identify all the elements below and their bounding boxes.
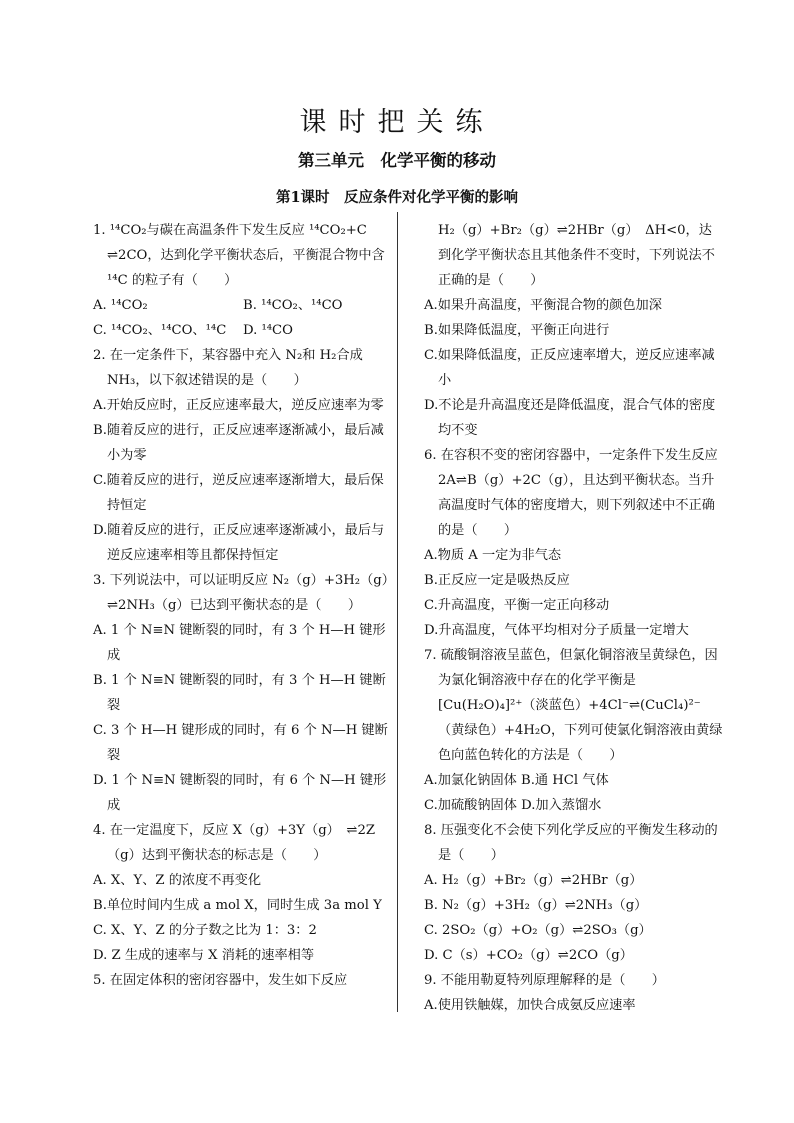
option-c: C.升高温度，平衡一定正向移动: [424, 598, 610, 613]
question-9: [424, 968, 724, 1018]
question-stem: 2. 在一定条件下，某容器中充入 N₂和 H₂合成 NH₃，以下叙述错误的是（ ）: [93, 348, 363, 388]
question-6: [424, 443, 724, 643]
option-row: [93, 293, 393, 318]
question-stem: 7. 硫酸铜溶液呈蓝色，但氯化铜溶液呈黄绿色，因为氯化铜溶液中存在的化学平衡是 [Cu(H₂O)₄]²⁺（淡蓝色）+4Cl⁻⇌(CuCl₄)²⁻（黄绿色）+4H₂O，下列可使氯化铜溶液由黄绿色向蓝色转化的方法是（ ）: [424, 648, 723, 763]
option-a: A. 1 个 N≡N 键断裂的同时，有 3 个 H—H 键形成: [93, 623, 386, 663]
question-stem: 5. 在固定体积的密闭容器中，发生如下反应: [93, 973, 348, 988]
question-8: [424, 818, 724, 968]
unit-heading: 第三单元 化学平衡的移动: [298, 151, 496, 170]
question-7: [424, 643, 724, 818]
option-b: B. N₂（g）+3H₂（g）⇌2NH₃（g）: [424, 898, 648, 913]
option-d: D. ¹⁴CO: [243, 323, 293, 338]
option-c: C. 3 个 H—H 键形成的同时，有 6 个 N—H 键断裂: [93, 723, 388, 763]
option-b: B. ¹⁴CO₂、¹⁴CO: [243, 298, 343, 313]
question-4: [93, 818, 393, 968]
option-b: B.正反应一定是吸热反应: [424, 573, 570, 588]
question-stem: 3. 下列说法中，可以证明反应 N₂（g）+3H₂（g）⇌2NH₃（g）已达到平衡状态的是（ ）: [93, 573, 389, 613]
option-c: C.如果降低温度，正反应速率增大，逆反应速率减小: [424, 348, 715, 388]
column-divider: [397, 212, 398, 1012]
option-d: D. Z 生成的速率与 X 消耗的速率相等: [93, 948, 315, 963]
option-a: A. H₂（g）+Br₂（g）⇌2HBr（g）: [424, 873, 643, 888]
option-d: D. 1 个 N≡N 键断裂的同时，有 6 个 N—H 键形成: [93, 773, 387, 813]
option-b: B.如果降低温度，平衡正向进行: [424, 323, 610, 338]
option-b: B.随着反应的进行，正反应速率逐渐减小，最后减小为零: [93, 423, 384, 463]
question-3: [93, 568, 393, 818]
option-d: D. C（s）+CO₂（g）⇌2CO（g）: [424, 948, 633, 963]
option-a: A. X、Y、Z 的浓度不再变化: [93, 873, 262, 888]
question-5-continued: [424, 218, 724, 443]
option-row: [93, 318, 393, 343]
option-c: C.随着反应的进行，逆反应速率逐渐增大，最后保持恒定: [93, 473, 384, 513]
option-a: A.如果升高温度，平衡混合物的颜色加深: [424, 298, 662, 313]
lesson-heading: 第1课时 反应条件对化学平衡的影响: [275, 189, 519, 206]
question-stem: 6. 在容积不变的密闭容器中，一定条件下发生反应 2A⇌B（g）+2C（g），且达到平衡状态。当升高温度时气体的密度增大，则下列叙述中不正确的是（ ）: [424, 448, 718, 538]
option-d: D.升高温度，气体平均相对分子质量一定增大: [424, 623, 689, 638]
option-a: A. ¹⁴CO₂: [93, 298, 148, 313]
question-1: [93, 218, 393, 343]
option-a: A.使用铁触媒，加快合成氨反应速率: [424, 998, 636, 1013]
question-stem-continued: H₂（g）+Br₂（g）⇌2HBr（g） ΔH<0，达到化学平衡状态且其他条件不变时，下列说法不正确的是（ ）: [438, 223, 715, 288]
question-stem: 4. 在一定温度下，反应 X（g）+3Y（g） ⇌2Z（g）达到平衡状态的标志是（ ）: [93, 823, 376, 863]
option-a: A.开始反应时，正反应速率最大，逆反应速率为零: [93, 398, 384, 413]
option-d: D.随着反应的进行，正反应速率逐渐减小，最后与逆反应速率相等且都保持恒定: [93, 523, 385, 563]
question-5: [93, 968, 393, 993]
option-b: B. 1 个 N≡N 键断裂的同时，有 3 个 H—H 键断裂: [93, 673, 386, 713]
question-stem: 8. 压强变化不会使下列化学反应的平衡发生移动的是（ ）: [424, 823, 718, 863]
question-2: [93, 343, 393, 568]
option-a: A.物质 A 一定为非气态: [424, 548, 562, 563]
option-c: C. ¹⁴CO₂、¹⁴CO、¹⁴C: [93, 323, 227, 338]
left-column: [93, 218, 393, 993]
option-c: C. 2SO₂（g）+O₂（g）⇌2SO₃（g）: [424, 923, 652, 938]
page-title: 课时把关练: [299, 107, 495, 138]
option-ab: A.加氯化钠固体 B.通 HCl 气体: [424, 773, 609, 788]
option-d: D.不论是升高温度还是降低温度，混合气体的密度均不变: [424, 398, 716, 438]
question-stem: 1. ¹⁴CO₂与碳在高温条件下发生反应 ¹⁴CO₂+C ⇌2CO，达到化学平衡状态后，平衡混合物中含 ¹⁴C 的粒子有（ ）: [93, 223, 385, 288]
option-b: B.单位时间内生成 a mol X，同时生成 3a mol Y: [93, 898, 382, 913]
option-c: C. X、Y、Z 的分子数之比为 1：3：2: [93, 923, 317, 938]
right-column: [424, 218, 724, 1018]
question-stem: 9. 不能用勒夏特列原理解释的是（ ）: [424, 973, 665, 988]
option-cd: C.加硫酸钠固体 D.加入蒸馏水: [424, 798, 602, 813]
